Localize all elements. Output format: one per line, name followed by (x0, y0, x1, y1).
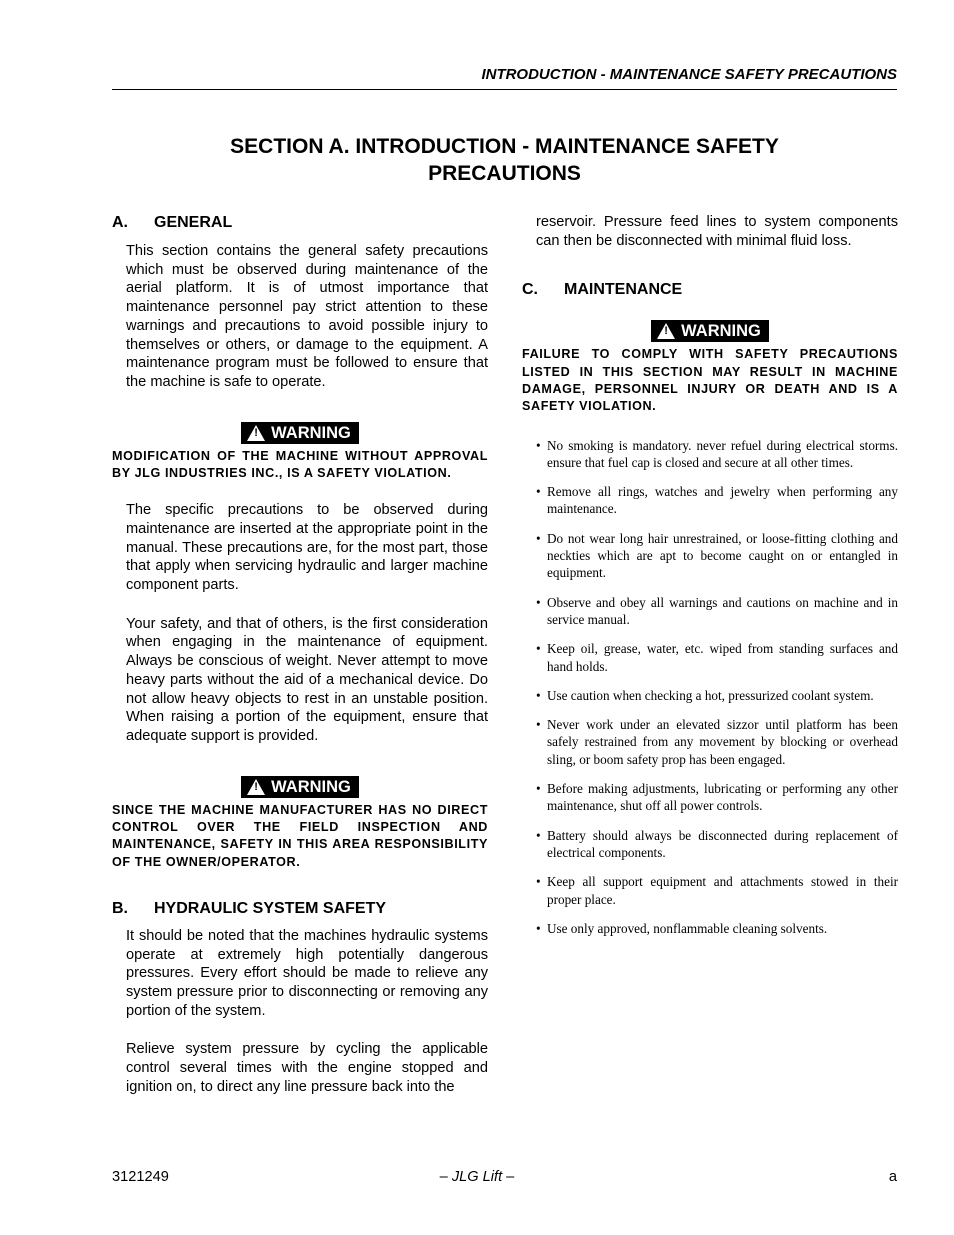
bullet-marker: • (536, 827, 541, 843)
warning-text-1: MODIFICATION OF THE MACHINE WITHOUT APPROVAL BY JLG INDUSTRIES INC., IS A SAFETY VIOLATION. (112, 448, 488, 480)
general-heading-letter: A. (112, 214, 128, 231)
maintenance-bullet-item (536, 716, 898, 768)
hydraulic-heading (112, 899, 488, 919)
warning-triangle-icon: ! (247, 425, 265, 441)
general-paragraph-3: Your safety, and that of others, is the first consideration when engaging in the maintenance of equipment. Always be conscious of weight. Never attempt to move heavy parts without the aid of a mechanical device. Do not allow heavy objects to rest in an unstable position. When raising a portion of the equipment, ensure that adequate support is provided. (126, 615, 488, 744)
maintenance-bullet-item (536, 920, 898, 937)
bullet-marker: • (536, 687, 541, 703)
left-column (112, 213, 488, 1096)
general-heading (112, 213, 488, 233)
right-column (522, 213, 898, 949)
bullet-marker: • (536, 530, 541, 546)
bullet-marker: • (536, 484, 541, 500)
bullet-text: No smoking is mandatory. never refuel during electrical storms. ensure that fuel cap is closed and secure at all other times. (547, 437, 898, 470)
warning-label-2 (112, 776, 488, 798)
general-paragraph-1: This section contains the general safety precautions which must be observed during maintenance of the aerial platform. It is of utmost importance that maintenance personnel pay strict attention to these warnings and precautions to avoid possible injury to themselves or others, or damage to the equipment. A maintenance program must be followed to ensure that the machine is safe to operate. (126, 243, 488, 390)
warning-triangle-icon: ! (247, 779, 265, 795)
hydraulic-heading-text: HYDRAULIC SYSTEM SAFETY (154, 899, 387, 917)
hydraulic-paragraph-1: It should be noted that the machines hydraulic systems operate at extremely high potentially dangerous pressures. Every effort should be made to relieve any system pressure prior to disconnecting or removing any portion of the system. (126, 927, 488, 1019)
maintenance-bullet-item (536, 530, 898, 582)
general-heading-text: GENERAL (154, 214, 233, 231)
bullet-text: Do not wear long hair unrestrained, or loose-fitting clothing and neckties which are apt to become caught on or entangled in equipment. (547, 530, 898, 581)
footer-publisher: – JLG Lift – (439, 1169, 515, 1185)
bullet-text: Use only approved, nonflammable cleaning solvents. (547, 920, 828, 936)
bullet-text: Never work under an elevated sizzor until platform has been safely restrained from any movement by blocking or overhead sling, or boom safety prop has been engaged. (547, 717, 898, 767)
warning-label-3 (522, 320, 898, 342)
warning-label-2-text: WARNING (271, 777, 351, 796)
footer-page-number: a (888, 1169, 897, 1185)
bullet-text: Use caution when checking a hot, pressurized coolant system. (547, 687, 874, 703)
bullet-marker: • (536, 641, 541, 657)
header-rule (112, 89, 897, 90)
warning-text-2: SINCE THE MACHINE MANUFACTURER HAS NO DIRECT CONTROL OVER THE FIELD INSPECTION AND MAINTENANCE, SAFETY IN THIS AREA RESPONSIBILITY OF THE OWNER/OPERATOR. (112, 802, 488, 869)
bullet-text: Remove all rings, watches and jewelry when performing any maintenance. (547, 484, 898, 517)
maintenance-bullet-item (536, 594, 898, 629)
section-title-line2: PRECAUTIONS (428, 162, 581, 185)
bullet-marker: • (536, 874, 541, 890)
bullet-text: Battery should always be disconnected during replacement of electrical components. (547, 827, 898, 860)
warning-triangle-icon: ! (657, 323, 675, 339)
maintenance-heading-letter: C. (522, 281, 538, 299)
bullet-marker: • (536, 717, 541, 733)
hydraulic-paragraph-2: Relieve system pressure by cycling the applicable control several times with the engine stopped and ignition on, to direct any line pressure back into the (126, 1041, 488, 1095)
bullet-text: Before making adjustments, lubricating or performing any other maintenance, shut off all power controls. (547, 781, 898, 814)
hydraulic-heading-letter: B. (112, 899, 128, 917)
hydraulic-paragraph-2-continued: reservoir. Pressure feed lines to system components can then be disconnected with minimal fluid loss. (536, 214, 898, 249)
general-paragraph-2: The specific precautions to be observed during maintenance are inserted at the appropriate point in the manual. These precautions are, for the most part, those that apply when servicing hydraulic and larger machine component parts. (126, 502, 488, 594)
running-header: INTRODUCTION - MAINTENANCE SAFETY PRECAUTIONS (481, 66, 897, 83)
maintenance-bullet-item (536, 483, 898, 518)
footer-doc-number: 3121249 (112, 1169, 169, 1185)
bullet-marker: • (536, 594, 541, 610)
bullet-marker: • (536, 781, 541, 797)
section-title-line1: SECTION A. INTRODUCTION - MAINTENANCE SAFETY (230, 135, 779, 158)
maintenance-bullet-list (522, 437, 898, 938)
warning-text-3: FAILURE TO COMPLY WITH SAFETY PRECAUTIONS LISTED IN THIS SECTION MAY RESULT IN MACHINE DAMAGE, PERSONNEL INJURY OR DEATH AND IS A SAFETY VIOLATION. (522, 347, 898, 414)
bullet-marker: • (536, 920, 541, 936)
warning-label-1 (112, 422, 488, 444)
warning-label-3-text: WARNING (681, 322, 761, 341)
maintenance-bullet-item (536, 437, 898, 472)
maintenance-heading-text: MAINTENANCE (564, 281, 683, 299)
bullet-marker: • (536, 437, 541, 453)
maintenance-bullet-item (536, 640, 898, 675)
bullet-text: Keep oil, grease, water, etc. wiped from standing surfaces and hand holds. (547, 641, 898, 674)
section-title (112, 133, 897, 187)
warning-label-1-text: WARNING (271, 423, 351, 442)
maintenance-heading (522, 280, 898, 300)
maintenance-bullet-item (536, 873, 898, 908)
maintenance-bullet-item (536, 827, 898, 862)
maintenance-bullet-item (536, 687, 898, 704)
bullet-text: Observe and obey all warnings and cautions on machine and in service manual. (547, 594, 898, 627)
bullet-text: Keep all support equipment and attachments stowed in their proper place. (547, 874, 898, 907)
maintenance-bullet-item (536, 780, 898, 815)
